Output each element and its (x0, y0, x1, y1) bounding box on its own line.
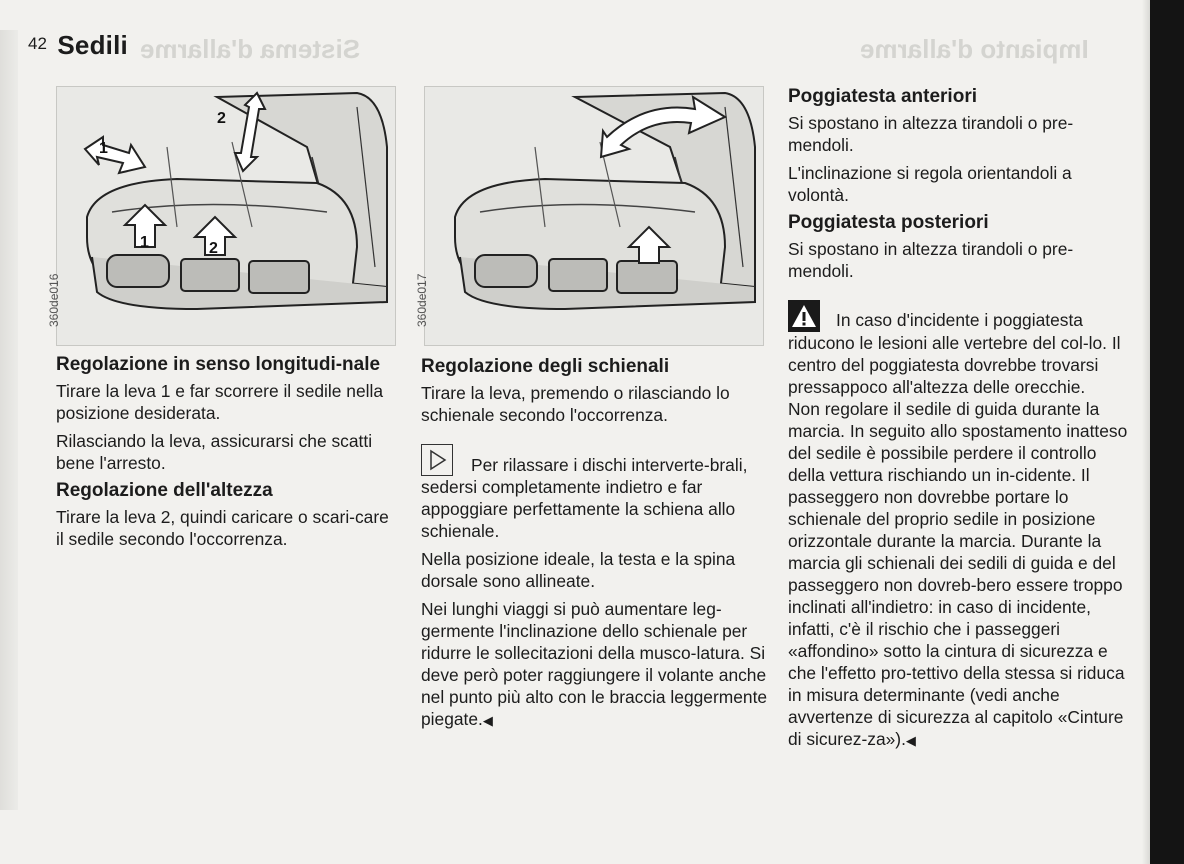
paragraph-long-trips-text: Nei lunghi viaggi si può aumentare leg-germente l'inclinazione dello schienale per ridurre le sollecitazioni della musco-latura. Si deve però poter raggiungere il volante anche nel punto più alto con le braccia leggermente piegate. (421, 599, 768, 729)
warning-paragraph (788, 300, 1136, 398)
figure-label-2-top: 2 (217, 110, 226, 127)
note-paragraph (421, 444, 771, 542)
paragraph-front-headrests-1: Si spostano in altezza tirandoli o pre-mendoli. (788, 113, 1074, 155)
seat-figure-left (47, 86, 396, 346)
heading-front-headrests: Poggiatesta anteriori (788, 86, 977, 107)
end-mark-icon: ◀ (905, 733, 916, 748)
paragraph-backrest: Tirare la leva, premendo o rilasciando lo schienale secondo l'occorrenza. (421, 383, 730, 425)
scanner-edge (1150, 0, 1184, 864)
note-text: Per rilassare i dischi interverte-brali, sedersi completamente indietro e far appoggiare perfettamente la schiena allo schienale. (421, 455, 748, 541)
paragraph-longitudinal-1: Tirare la leva 1 e far scorrere il sedile nella posizione desiderata. (56, 381, 384, 423)
paragraph-rear-headrests: Si spostano in altezza tirandoli o pre-mendoli. (788, 239, 1074, 281)
page-fold (1142, 0, 1150, 864)
paragraph-ideal-position: Nella posizione ideale, la testa e la spina dorsale sono allineate. (421, 549, 736, 591)
page-header (28, 30, 128, 61)
bleed-through-text-left: Sistema d'allarme (140, 34, 361, 64)
bleed-through-text-right: Impianto d'allarme (860, 34, 1089, 64)
figure-label-1-top: 1 (99, 140, 108, 157)
heading-height: Regolazione dell'altezza (56, 480, 273, 501)
seat-illustration-left (57, 87, 395, 345)
heading-longitudinal: Regolazione in senso longitudi-nale (56, 354, 381, 375)
note-play-icon (421, 444, 453, 476)
seat-illustration-middle (425, 87, 763, 345)
paragraph-long-trips (421, 598, 771, 732)
paragraph-front-headrests-2: L'inclinazione si regola orientandoli a volontà. (788, 163, 1072, 205)
figure-code-left: 360de016 (47, 273, 61, 327)
column-left (56, 354, 401, 556)
heading-backrest: Regolazione degli schienali (421, 356, 670, 377)
column-right (788, 86, 1136, 758)
paragraph-driving-warning-text: Non regolare il sedile di guida durante la marcia. In seguito allo spostamento inatteso del sedile è possibile perdere il controllo della vettura rischiando un in-cidente. Il passeggero non dovrebbe portare lo schienale del proprio sedile in posizione orizzontale durante la marcia. Durante la marcia gli schienali dei sedili di guida e del passeggero non dovreb-bero essere troppo inclinati all'indietro: in caso di incidente, infatti, c'è il rischio che i passeggeri «affondino» sotto la cintura di sicurezza e che l'effetto pro-tettivo della stessa si riduca in misura determinante (vedi anche avvertenze di sicurezza al capitolo «Cinture di sicurez-za»). (788, 399, 1128, 749)
heading-rear-headrests: Poggiatesta posteriori (788, 212, 989, 233)
paragraph-height: Tirare la leva 2, quindi caricare o scari-care il sedile secondo l'occorrenza. (56, 507, 389, 549)
paragraph-longitudinal-2: Rilasciando la leva, assicurarsi che scatti bene l'arresto. (56, 431, 373, 473)
figure-label-1-lever: 1 (140, 234, 149, 251)
warning-text: In caso d'incidente i poggiatesta riducono le lesioni alle vertebre del col-lo. Il centro del poggiatesta dovrebbe trovarsi pressappoco all'altezza delle orecchie. (788, 310, 1121, 397)
seat-figure-middle (415, 86, 764, 346)
column-middle (421, 356, 771, 738)
page-edge-shadow (0, 30, 18, 810)
page-number: 42 (28, 34, 47, 53)
end-mark-icon: ◀ (482, 713, 493, 728)
figure-code-middle: 360de017 (415, 273, 429, 327)
warning-icon (788, 300, 820, 332)
figure-label-2-lever: 2 (209, 240, 218, 257)
section-title: Sedili (57, 30, 128, 60)
paragraph-driving-warning (788, 398, 1136, 752)
